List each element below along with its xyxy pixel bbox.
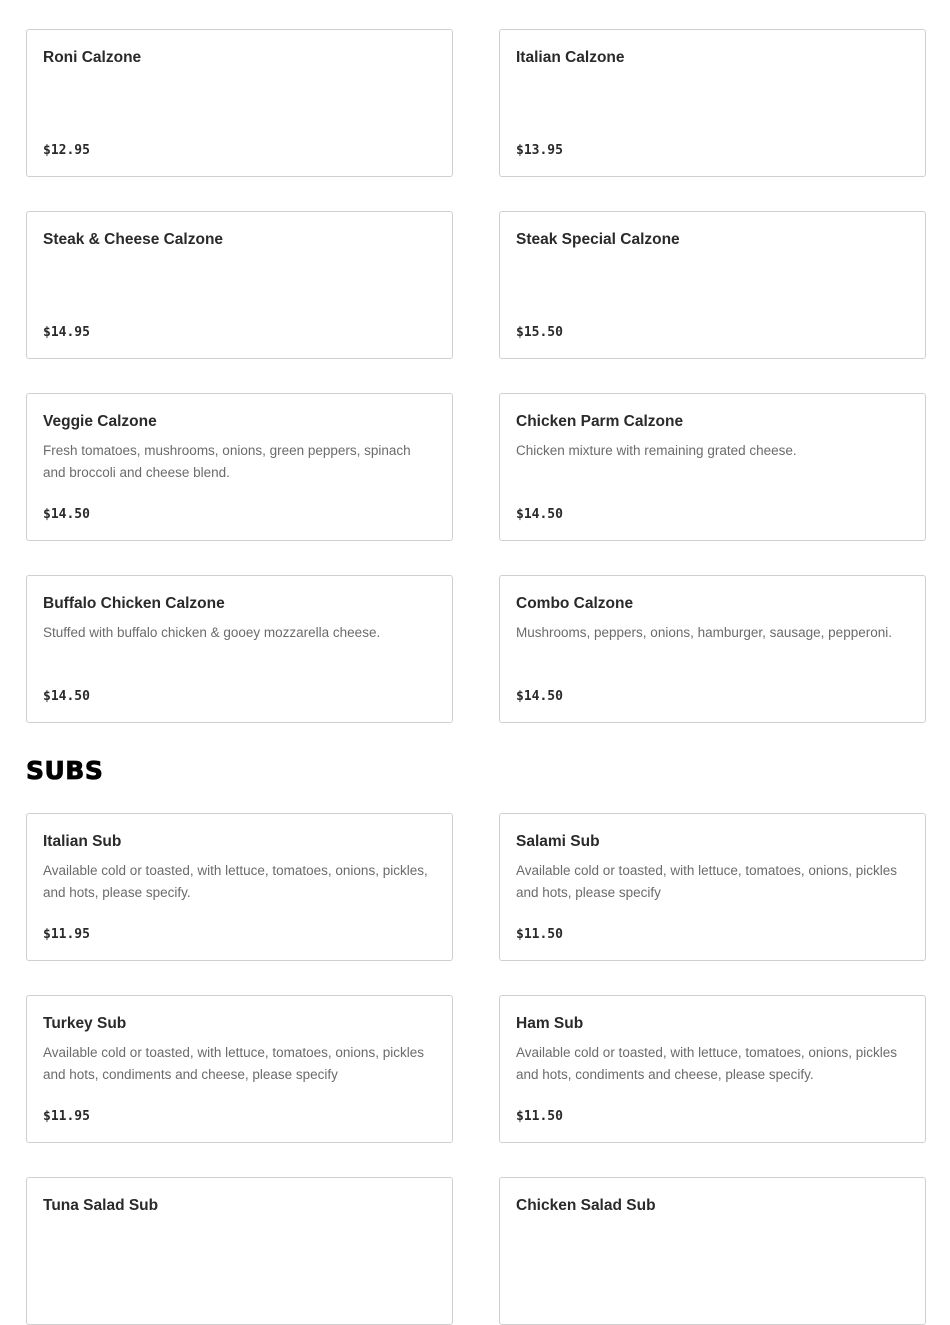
menu-item-card[interactable] xyxy=(499,575,926,723)
item-name: Buffalo Chicken Calzone xyxy=(43,595,225,612)
item-description: Chicken mixture with remaining grated cheese. xyxy=(516,443,797,458)
menu-item-card[interactable] xyxy=(26,813,453,961)
menu-item-card[interactable] xyxy=(26,29,453,177)
item-price: $14.50 xyxy=(516,689,563,704)
item-name: Salami Sub xyxy=(516,833,600,850)
menu-item-card[interactable] xyxy=(499,995,926,1143)
item-name: Steak Special Calzone xyxy=(516,231,680,248)
item-price: $11.95 xyxy=(43,1109,90,1124)
item-name: Chicken Salad Sub xyxy=(516,1197,656,1214)
item-name: Roni Calzone xyxy=(43,49,142,66)
item-description: Available cold or toasted, with lettuce, tomatoes, onions, pickles and hots, condiments and cheese, please specify. xyxy=(516,1045,897,1082)
item-price: $14.50 xyxy=(43,507,90,522)
item-name: Italian Sub xyxy=(43,833,122,850)
item-price: $11.50 xyxy=(516,927,563,942)
item-name: Chicken Parm Calzone xyxy=(516,413,684,430)
section-title-subs: SUBS xyxy=(26,756,104,785)
item-price: $11.50 xyxy=(516,1109,563,1124)
item-description: Stuffed with buffalo chicken & gooey mozzarella cheese. xyxy=(43,625,381,640)
item-name: Steak & Cheese Calzone xyxy=(43,231,224,248)
item-name: Veggie Calzone xyxy=(43,413,157,430)
item-name: Combo Calzone xyxy=(516,595,634,612)
menu-item-card[interactable] xyxy=(26,393,453,541)
menu-item-card[interactable] xyxy=(26,575,453,723)
menu-item-card[interactable] xyxy=(499,1177,926,1325)
item-price: $15.50 xyxy=(516,325,563,340)
item-price: $14.50 xyxy=(43,689,90,704)
item-price: $14.50 xyxy=(516,507,563,522)
menu-item-card[interactable] xyxy=(26,1177,453,1325)
item-description: Fresh tomatoes, mushrooms, onions, green peppers, spinach and broccoli and cheese blend. xyxy=(43,443,411,480)
menu-item-card[interactable] xyxy=(26,211,453,359)
item-price: $13.95 xyxy=(516,143,563,158)
item-name: Ham Sub xyxy=(516,1015,584,1032)
item-price: $12.95 xyxy=(43,143,90,158)
menu-item-card[interactable] xyxy=(499,211,926,359)
menu-item-card[interactable] xyxy=(499,29,926,177)
menu-item-card[interactable] xyxy=(499,813,926,961)
item-name: Italian Calzone xyxy=(516,49,625,66)
item-name: Tuna Salad Sub xyxy=(43,1197,159,1214)
item-description: Available cold or toasted, with lettuce, tomatoes, onions, pickles and hots, condiments and cheese, please specify xyxy=(43,1045,424,1082)
menu-item-card[interactable] xyxy=(499,393,926,541)
item-description: Available cold or toasted, with lettuce, tomatoes, onions, pickles, and hots, please specify. xyxy=(43,863,428,900)
item-price: $11.95 xyxy=(43,927,90,942)
item-price: $14.95 xyxy=(43,325,90,340)
item-description: Mushrooms, peppers, onions, hamburger, sausage, pepperoni. xyxy=(516,625,892,640)
item-description: Available cold or toasted, with lettuce, tomatoes, onions, pickles and hots, please specify xyxy=(516,863,897,900)
item-name: Turkey Sub xyxy=(43,1015,127,1032)
menu-item-card[interactable] xyxy=(26,995,453,1143)
